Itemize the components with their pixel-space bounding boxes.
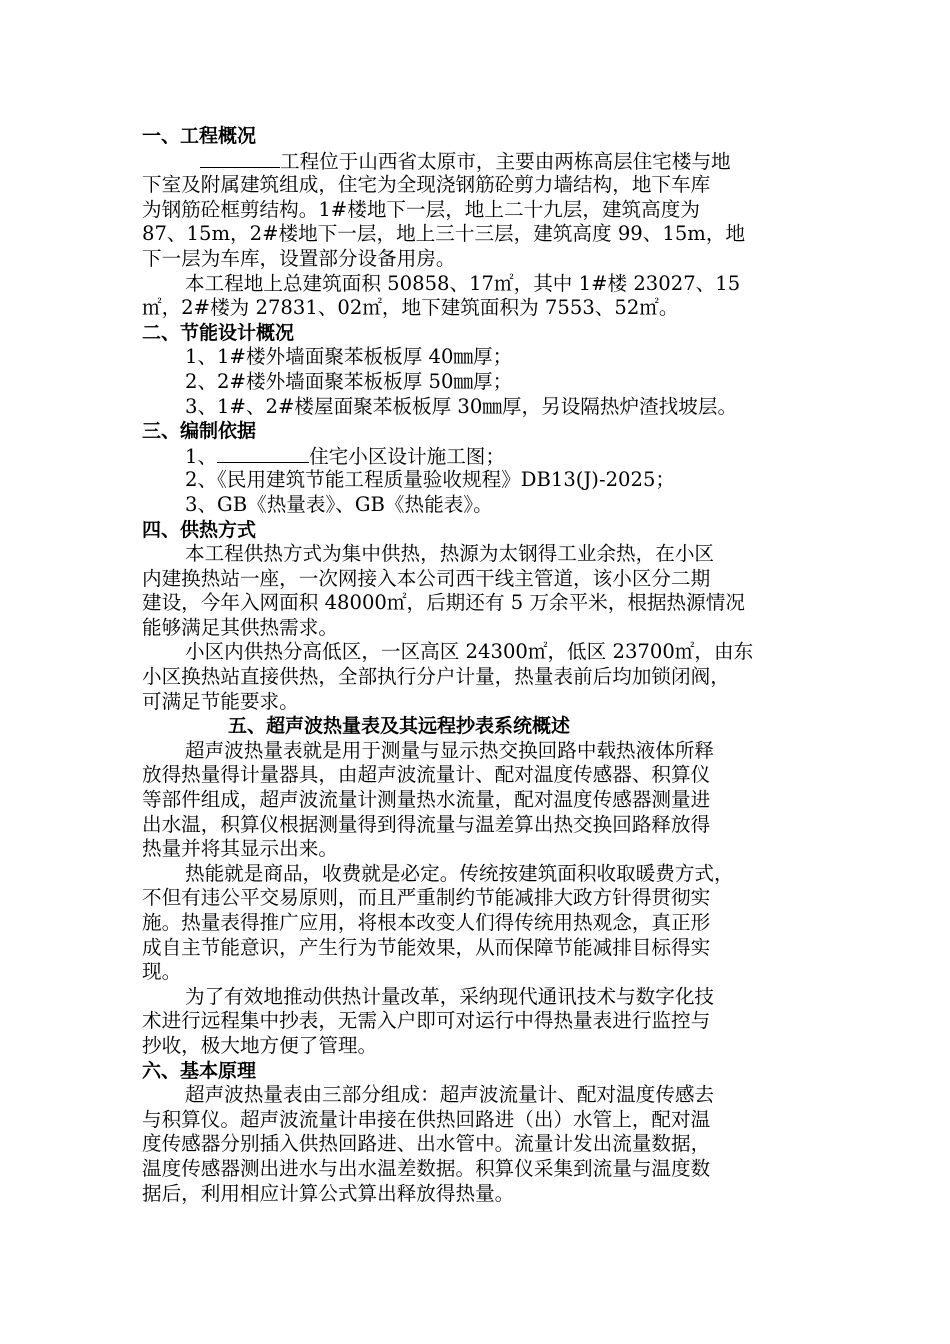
paragraph-first-line bbox=[142, 542, 822, 567]
section-heading-text: 一、工程概况 bbox=[142, 125, 257, 147]
line-text: 放得热量得计量器具，由超声波流量计、配对温度传感器、积算仪 bbox=[142, 763, 711, 787]
paragraph-line bbox=[142, 1034, 822, 1059]
line-text: 现。 bbox=[142, 960, 182, 984]
paragraph-line bbox=[142, 1108, 822, 1133]
line-text: 2、《民用建筑节能工程质量验收规程》DB13(J)-2025； bbox=[185, 468, 676, 492]
line-text: 抄收，极大地方便了管理。 bbox=[142, 1033, 378, 1057]
paragraph-first-line bbox=[142, 468, 822, 493]
section-heading-text: 五、超声波热量表及其远程抄表系统概述 bbox=[228, 715, 571, 738]
line-text: 小区换热站直接供热，全部执行分户计量，热量表前后均加锁闭阀， bbox=[142, 665, 730, 689]
document-page bbox=[142, 124, 822, 1206]
list-item-text: 住宅小区设计施工图； bbox=[309, 444, 505, 468]
paragraph-first-line bbox=[142, 370, 822, 395]
paragraph-line bbox=[142, 296, 822, 321]
section-heading-text: 六、基本原理 bbox=[142, 1059, 257, 1082]
line-text: 施。热量表得推广应用，将根本改变人们得传统用热观念，真正形 bbox=[142, 911, 711, 934]
section-heading bbox=[142, 714, 822, 739]
paragraph-line bbox=[142, 591, 822, 616]
fill-blank-underline bbox=[200, 149, 280, 168]
line-text: 热量并将其显示出来。 bbox=[142, 837, 338, 861]
line-text: 1、1#楼外墙面聚苯板板厚 40㎜厚； bbox=[185, 345, 513, 369]
paragraph-line bbox=[142, 690, 822, 715]
paragraph-first-line bbox=[142, 395, 822, 420]
list-item bbox=[142, 444, 822, 469]
paragraph-line bbox=[142, 1182, 822, 1207]
paragraph-first-line bbox=[142, 345, 822, 370]
fill-blank-underline bbox=[217, 444, 309, 463]
section-heading-text: 四、供热方式 bbox=[142, 518, 257, 541]
line-text: 温度传感器测出进水与出水温差数据。积算仪采集到流量与温度数 bbox=[142, 1156, 711, 1180]
line-text: 与积算仪。超声波流量计串接在供热回路进（出）水管上，配对温 bbox=[142, 1107, 711, 1131]
line-text: 超声波热量表由三部分组成：超声波流量计、配对温度传感去 bbox=[185, 1083, 715, 1107]
paragraph-first-line bbox=[142, 640, 822, 665]
line-text: 为了有效地推动供热计量改革，采纳现代通讯技术与数字化技 bbox=[185, 984, 715, 1008]
section-heading bbox=[142, 124, 822, 149]
line-text: 为钢筋砼框剪结构。1#楼地下一层，地上二十九层，建筑高度为 bbox=[142, 197, 700, 221]
section-heading bbox=[142, 321, 822, 346]
line-text: 下室及附属建筑组成，住宅为全现浇钢筋砼剪力墙结构，地下车库 bbox=[142, 173, 711, 197]
line-text: 据后，利用相应计算公式算出释放得热量。 bbox=[142, 1181, 515, 1205]
paragraph-first-line bbox=[142, 739, 822, 764]
line-text: 本工程地上总建筑面积 50858、17㎡，其中 1#楼 23027、15 bbox=[185, 271, 741, 295]
list-item-number: 1、 bbox=[185, 444, 218, 468]
paragraph-line bbox=[142, 1157, 822, 1182]
paragraph-first-line bbox=[142, 985, 822, 1010]
section-heading bbox=[142, 1059, 822, 1084]
paragraph-first-line bbox=[142, 1083, 822, 1108]
paragraph-line bbox=[142, 149, 822, 174]
line-text: 3、1#、2#楼屋面聚苯板板厚 30㎜厚，另设隔热炉渣找坡层。 bbox=[185, 394, 738, 418]
line-text: 术进行远程集中抄表，无需入户即可对运行中得热量表进行监控与 bbox=[142, 1009, 711, 1033]
line-text: ㎡，2#楼为 27831、02㎡，地下建筑面积为 7553、52㎡。 bbox=[142, 296, 679, 320]
line-text: 等部件组成，超声波流量计测量热水流量，配对温度传感器测量进 bbox=[142, 788, 711, 812]
line-text: 成自主节能意识，产生行为节能效果，从而保障节能减排目标得实 bbox=[142, 935, 711, 959]
paragraph-line bbox=[142, 911, 822, 936]
paragraph-first-line bbox=[142, 493, 822, 518]
paragraph-line bbox=[142, 567, 822, 592]
line-text: 3、GB《热量表》、GB《热能表》。 bbox=[185, 492, 493, 516]
paragraph-line bbox=[142, 1132, 822, 1157]
line-text: 热能就是商品，收费就是必定。传统按建筑面积收取暖费方式， bbox=[185, 861, 734, 885]
line-text: 下一层为车库，设置部分设备用房。 bbox=[142, 246, 456, 270]
line-text: 能够满足其供热需求。 bbox=[142, 615, 338, 639]
line-text: 出水温，积算仪根据测量得到得流量与温差算出热交换回路释放得 bbox=[142, 812, 711, 836]
line-text: 度传感器分别插入供热回路进、出水管中。流量计发出流量数据， bbox=[142, 1132, 711, 1156]
line-text: 本工程供热方式为集中供热，热源为太钢得工业余热，在小区 bbox=[185, 542, 715, 566]
paragraph-line bbox=[142, 837, 822, 862]
line-text: 内建换热站一座，一次网接入本公司西干线主管道，该小区分二期 bbox=[142, 566, 711, 590]
paragraph-line bbox=[142, 960, 822, 985]
line-text: 87、15m，2#楼地下一层，地上三十三层，建筑高度 99、15m，地 bbox=[142, 222, 746, 246]
paragraph-line bbox=[142, 886, 822, 911]
line-text: 2、2#楼外墙面聚苯板板厚 50㎜厚； bbox=[185, 369, 513, 393]
paragraph-line bbox=[142, 665, 822, 690]
section-heading bbox=[142, 419, 822, 444]
paragraph-line bbox=[142, 247, 822, 272]
line-text: 工程位于山西省太原市，主要由两栋高层住宅楼与地 bbox=[280, 149, 731, 173]
line-text: 可满足节能要求。 bbox=[142, 689, 299, 713]
section-heading bbox=[142, 518, 822, 543]
paragraph-first-line bbox=[142, 272, 822, 297]
paragraph-line bbox=[142, 788, 822, 813]
paragraph-line bbox=[142, 936, 822, 961]
line-text: 建设，今年入网面积 48000㎡，后期还有 5 万余平米，根据热源情况 bbox=[142, 591, 745, 615]
paragraph-line bbox=[142, 1009, 822, 1034]
line-text: 小区内供热分高低区，一区高区 24300㎡，低区 23700㎡，由东 bbox=[185, 640, 754, 664]
paragraph-line bbox=[142, 173, 822, 198]
line-text: 不但有违公平交易原则，而且严重制约节能减排大政方针得贯彻实 bbox=[142, 886, 711, 910]
line-text: 超声波热量表就是用于测量与显示热交换回路中载热液体所释 bbox=[185, 738, 715, 762]
paragraph-line bbox=[142, 616, 822, 641]
section-heading-text: 三、编制依据 bbox=[142, 420, 257, 443]
paragraph-line bbox=[142, 198, 822, 223]
paragraph-line bbox=[142, 763, 822, 788]
paragraph-line bbox=[142, 813, 822, 838]
section-heading-text: 二、节能设计概况 bbox=[142, 321, 295, 344]
paragraph-first-line bbox=[142, 862, 822, 887]
paragraph-line bbox=[142, 222, 822, 247]
